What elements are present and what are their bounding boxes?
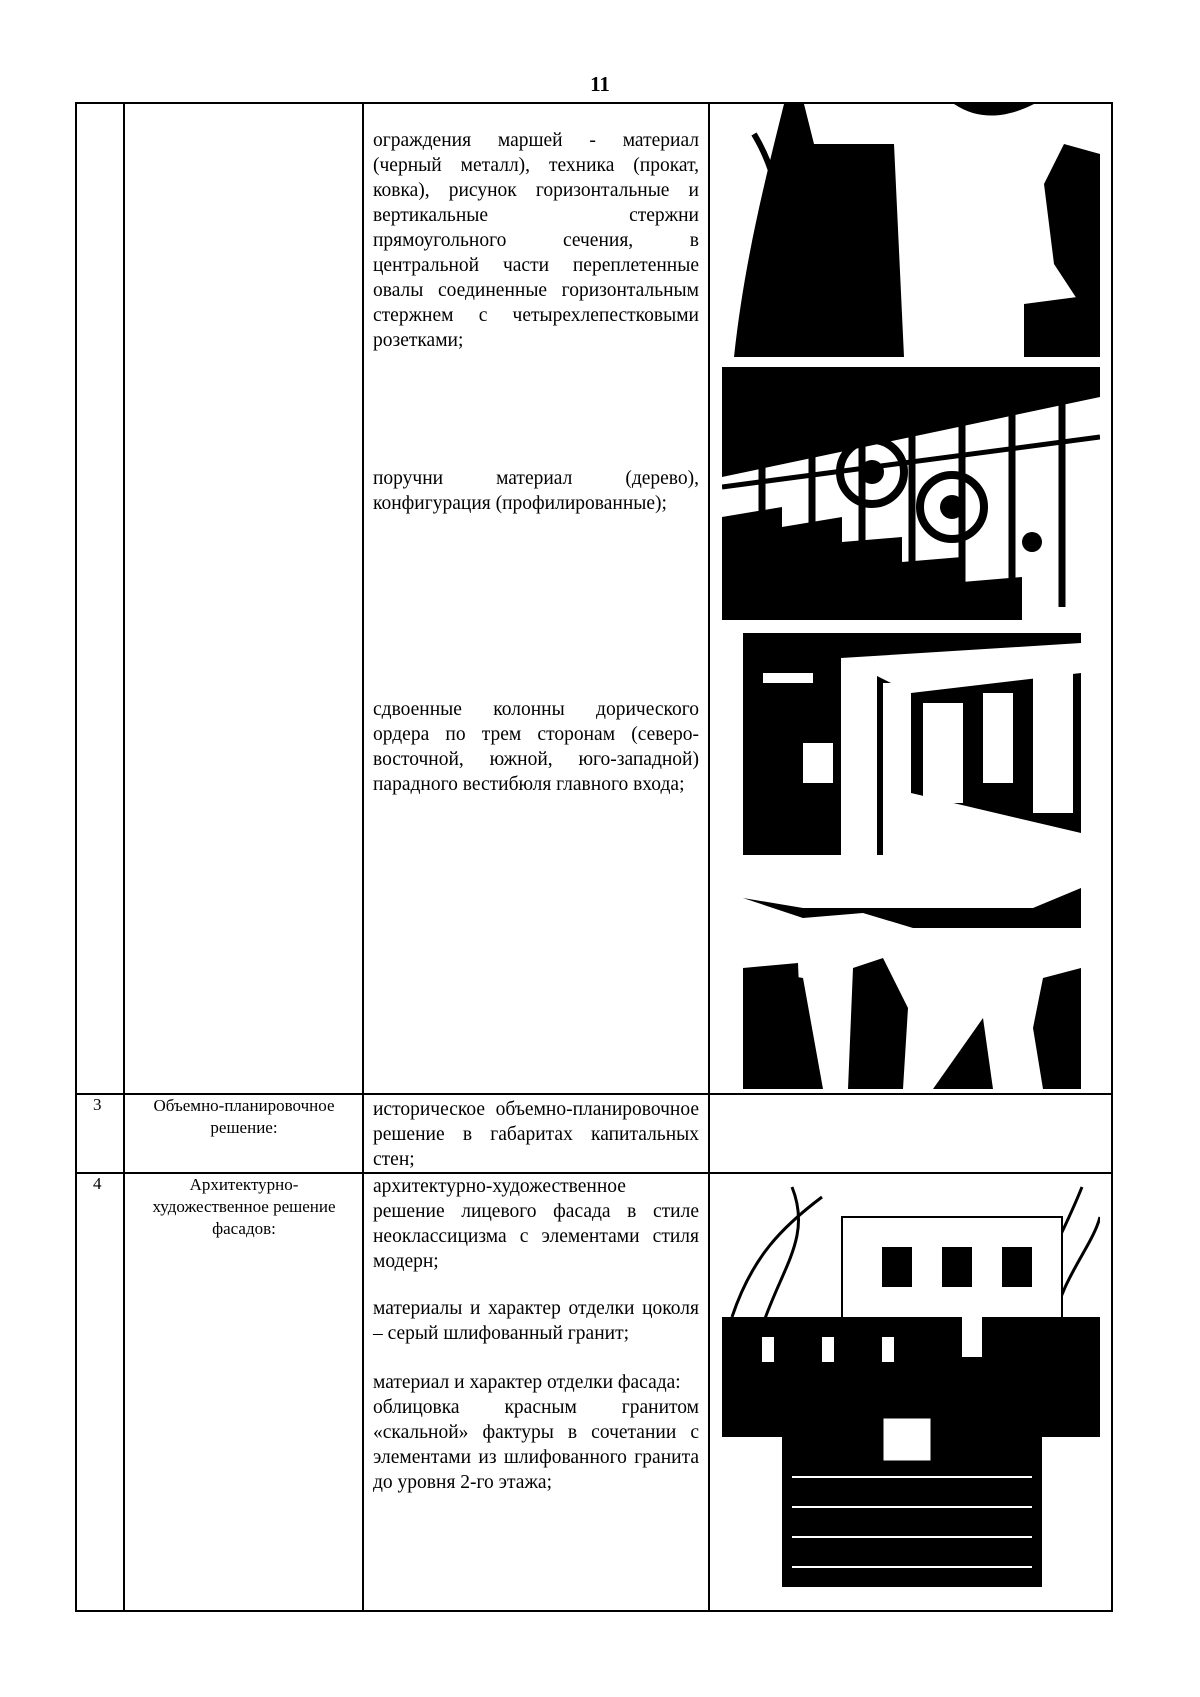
- row-title: Архитектурно-художественное решение фасадов:: [152, 1175, 336, 1238]
- railing-description: ограждения маршей - материал (черный металл), техника (прокат, ковка), рисунок горизонтальные и вертикальные стержни прямоугольного сечения, в центральной части переплетенные овалы соединенные горизонтальным стержнем с четырехлепестковыми розетками;: [373, 130, 699, 351]
- table-row: [373, 128, 699, 353]
- column-divider: [708, 102, 710, 1612]
- table-row: [373, 466, 699, 516]
- column-divider: [362, 102, 364, 1612]
- row-title: Объемно-планировочное решение:: [153, 1096, 335, 1137]
- handrail-description: поручни материал (дерево), конфигурация (профилированные);: [373, 468, 699, 514]
- page-number: 11: [590, 72, 610, 96]
- building-facade-photo: [722, 1177, 1100, 1597]
- vestibule-columns-photo: [743, 633, 1081, 855]
- table-border-bottom: [75, 1610, 1113, 1612]
- stair-railing-photo: [722, 367, 1100, 620]
- row-number: 4: [93, 1174, 102, 1193]
- facade-material-heading: материал и характер отделки фасада:: [373, 1372, 681, 1393]
- facade-style-description: архитектурно-художественное решение лицевого фасада в стиле неоклассицизма с элементами стиля модерн;: [373, 1176, 699, 1272]
- table-border-right: [1111, 102, 1113, 1612]
- planning-description: историческое объемно-планировочное решение в габаритах капитальных стен;: [373, 1099, 699, 1170]
- column-capitals-photo: [743, 868, 1081, 1089]
- facade-cladding-description: облицовка красным гранитом «скальной» фактуры в сочетании с элементами из шлифованного гранита до уровня 2-го этажа;: [373, 1397, 699, 1493]
- column-divider: [123, 102, 125, 1612]
- table-row: [373, 1097, 699, 1172]
- plinth-description: материалы и характер отделки цоколя – серый шлифованный гранит;: [373, 1298, 699, 1344]
- table-row: [373, 1174, 699, 1495]
- table-row: [373, 697, 699, 797]
- row-number: 3: [93, 1095, 102, 1114]
- table-border-left: [75, 102, 77, 1612]
- columns-description: сдвоенные колонны дорического ордера по трем сторонам (северо-восточной, южной, юго-западной) парадного вестибюля главного входа;: [373, 699, 699, 795]
- stair-landing-photo: [724, 104, 1100, 357]
